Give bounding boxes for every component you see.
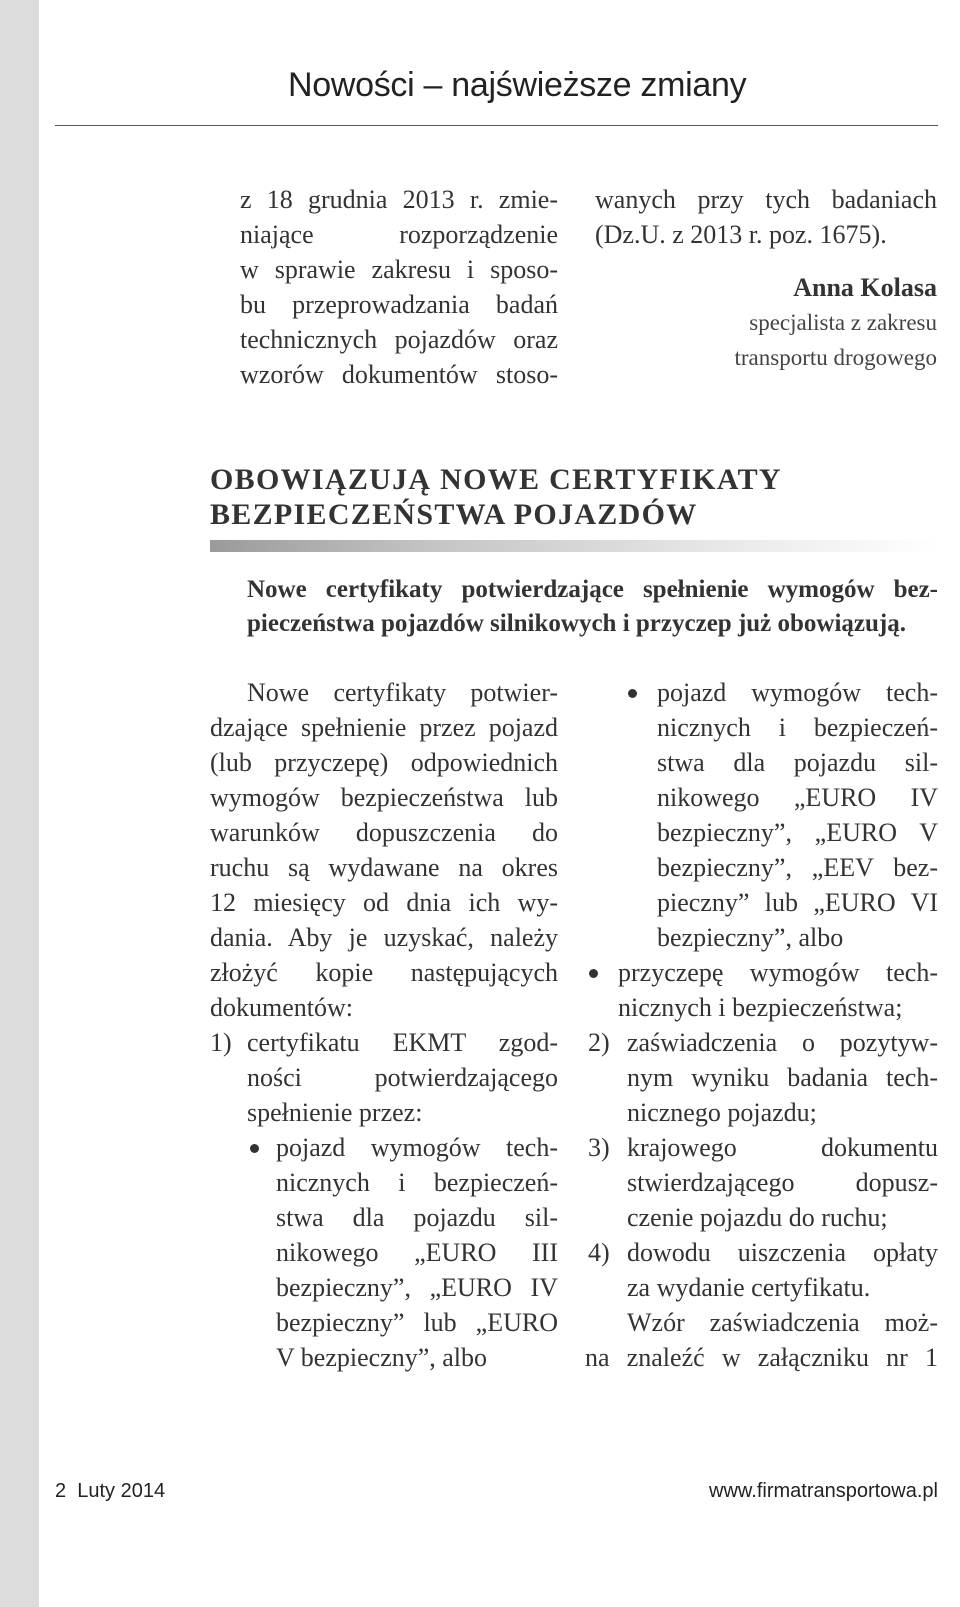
text-line: niające rozporządzenie: [240, 220, 558, 249]
text-line: ruchu są wydawane na okres: [210, 853, 558, 882]
text-line: bu przeprowadzania badań: [240, 290, 558, 319]
text-line: certyfikatu EKMT zgod-: [247, 1028, 558, 1057]
bullet-dot-icon: [250, 1144, 259, 1153]
issue-date: Luty 2014: [77, 1480, 166, 1502]
text-line: dania. Aby je uzyskać, należy: [210, 923, 558, 952]
list-item: [210, 1025, 558, 1130]
text-line: dowodu uiszczenia opłaty: [627, 1238, 938, 1267]
list-number: 4): [588, 1238, 610, 1267]
text-line: wanych przy tych badaniach: [595, 185, 937, 214]
text-line: krajowego dokumentu: [627, 1133, 938, 1162]
author-role: specjalista z zakresu: [749, 310, 937, 335]
lead-line: Nowe certyfikaty potwierdzające spełnienie wymogów bez-: [247, 576, 938, 603]
text-line: technicznych pojazdów oraz: [240, 325, 558, 354]
text-line: ności potwierdzającego: [247, 1063, 558, 1092]
header-divider: [55, 125, 938, 126]
text-line: nicznych i bezpieczeń-: [276, 1168, 558, 1197]
page-number: 2: [55, 1480, 67, 1502]
text-line: złożyć kopie następujących: [210, 958, 558, 987]
text-line: (Dz.U. z 2013 r. poz. 1675).: [595, 220, 887, 249]
text-line: zaświadczenia o pozytyw-: [627, 1028, 938, 1057]
text-line: stwierdzającego dopusz-: [627, 1168, 938, 1197]
list-number: 3): [588, 1133, 610, 1162]
bullet-dot-icon: [589, 969, 598, 978]
text-line: Nowe certyfikaty potwier-: [247, 678, 558, 707]
text-line: przyczepę wymogów tech-: [618, 958, 938, 987]
list-item: [585, 1025, 938, 1130]
body-column-right: [585, 675, 938, 1375]
continuation-paragraph-left: [240, 182, 558, 392]
text-line: dokumentów:: [210, 993, 353, 1022]
lead-paragraph: [247, 573, 938, 641]
text-line: (lub przyczepę) odpowiednich: [210, 748, 558, 777]
list-item: [585, 1235, 938, 1305]
bullet-item: [585, 675, 938, 955]
text-line: nikowego „EURO III: [276, 1238, 558, 1267]
section-heading-line: BEZPIECZEŃSTWA POJAZDÓW: [210, 498, 698, 531]
text-line: bezpieczny”, „EURO IV: [276, 1273, 558, 1302]
text-line: nicznych i bezpieczeń-: [657, 713, 938, 742]
text-line: 12 miesięcy od dnia ich wy-: [210, 888, 558, 917]
heading-gradient-bar: [210, 540, 938, 552]
text-line: nicznych i bezpieczeństwa;: [618, 993, 903, 1022]
body-column-left: [210, 675, 558, 1375]
text-line: nym wyniku badania tech-: [627, 1063, 938, 1092]
text-line: nicznego pojazdu;: [627, 1098, 817, 1127]
section-heading: [210, 462, 938, 532]
text-line: wzorów dokumentów stoso-: [240, 360, 558, 389]
text-line: nikowego „EURO IV: [657, 783, 938, 812]
text-line: pieczny” lub „EURO VI: [657, 888, 938, 917]
list-item: [585, 1130, 938, 1235]
text-line: V bezpieczny”, albo: [276, 1343, 488, 1372]
text-line: pojazd wymogów tech-: [657, 678, 938, 707]
footer-website: www.firmatransportowa.pl: [709, 1480, 938, 1502]
side-margin-strip: [0, 0, 39, 1607]
continuation-paragraph-right: [595, 182, 937, 375]
text-line: bezpieczny”, albo: [657, 923, 844, 952]
footer-issue: [55, 1480, 165, 1503]
text-line: bezpieczny”, „EURO V: [657, 818, 938, 847]
bullet-item: [585, 955, 938, 1025]
list-number: 1): [210, 1028, 232, 1057]
author-role: transportu drogowego: [734, 345, 937, 370]
page-header-title: Nowości – najświeższe zmiany: [288, 66, 747, 104]
text-line: stwa dla pojazdu sil-: [276, 1203, 558, 1232]
text-line: wymogów bezpieczeństwa lub: [210, 783, 558, 812]
list-number: 2): [588, 1028, 610, 1057]
text-line: warunków dopuszczenia do: [210, 818, 558, 847]
bullet-dot-icon: [628, 689, 637, 698]
text-line: pojazd wymogów tech-: [276, 1133, 558, 1162]
text-line: dzające spełnienie przez pojazd: [210, 713, 558, 742]
bullet-item: [210, 1130, 558, 1375]
lead-line: pieczeństwa pojazdów silnikowych i przyczep już obowiązują.: [247, 610, 906, 637]
text-line: spełnienie przez:: [247, 1098, 423, 1127]
text-line: bezpieczny”, „EEV bez-: [657, 853, 938, 882]
text-line: stwa dla pojazdu sil-: [657, 748, 938, 777]
text-line: czenie pojazdu do ruchu;: [627, 1203, 888, 1232]
section-heading-line: OBOWIĄZUJĄ NOWE CERTYFIKATY: [210, 463, 782, 496]
text-line: z 18 grudnia 2013 r. zmie-: [240, 185, 558, 214]
text-line: za wydanie certyfikatu.: [627, 1273, 871, 1302]
author-name: Anna Kolasa: [793, 273, 937, 302]
text-line: na znaleźć w załączniku nr 1: [585, 1343, 938, 1372]
text-line: w sprawie zakresu i sposo-: [240, 255, 558, 284]
text-line: bezpieczny” lub „EURO: [276, 1308, 558, 1337]
text-line: Wzór zaświadczenia moż-: [627, 1308, 938, 1337]
